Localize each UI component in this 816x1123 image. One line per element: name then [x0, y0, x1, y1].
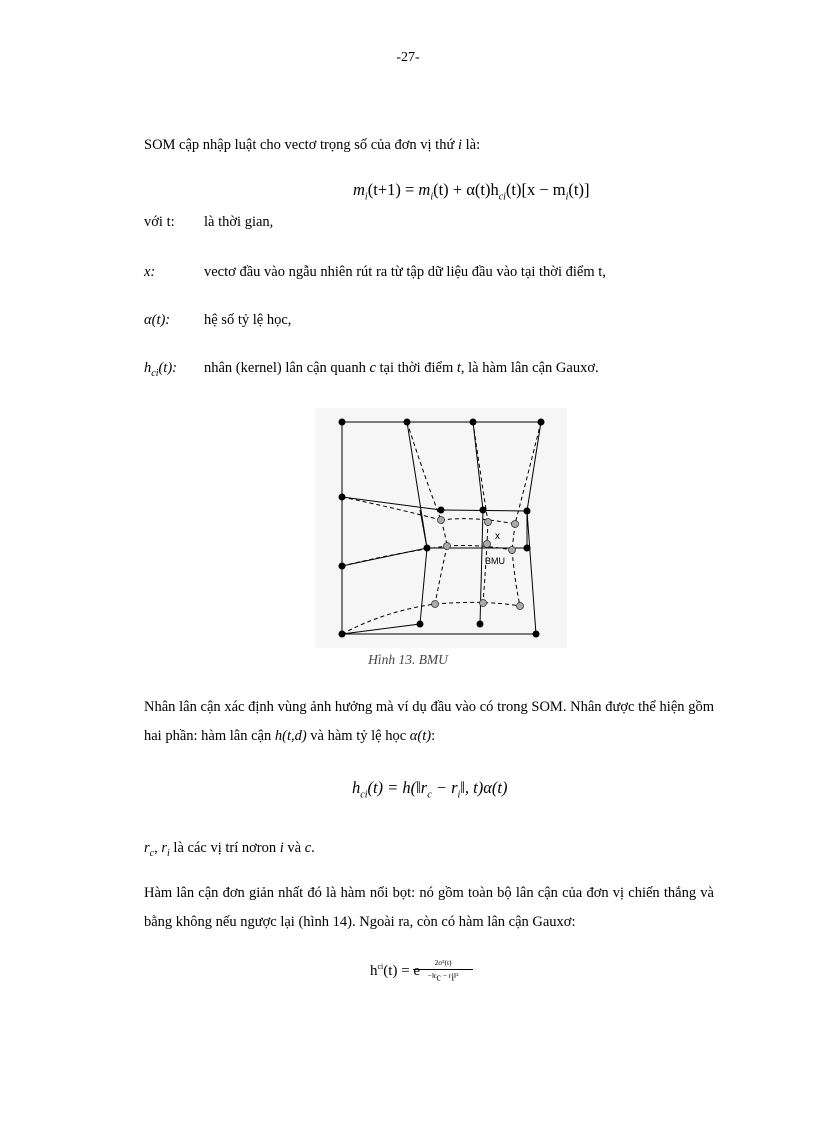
r-comma: ,	[154, 840, 162, 856]
eq1-arg: (t+1) =	[367, 180, 419, 199]
paragraph-bubble-text: Hàm lân cận đơn giản nhất đó là hàm nổi bọt: nó gồm toàn bộ lân cận của đơn vị chiến thắng và bằng không nếu ngược lại (hình 14). Ngoài ra, còn có hàm lân cận Gauxơ:	[144, 885, 714, 930]
r-text: là các vị trí nơron	[169, 840, 280, 856]
def-text: là thời gian,	[204, 214, 274, 230]
intro-sentence: SOM cập nhập luật cho vectơ trọng số của đơn vị thứ i là:	[144, 137, 481, 153]
def-x	[144, 262, 606, 282]
page-number: -27-	[396, 50, 420, 65]
eq1-sub: i	[430, 191, 434, 203]
eq2-part: (t) = h(‖r	[367, 778, 428, 797]
def-time	[144, 212, 273, 232]
def-text: nhân (kernel) lân cận quanh	[204, 360, 370, 376]
eq2-sub: ci	[360, 789, 368, 801]
eq2-part: ‖, t)α(t)	[460, 778, 508, 797]
eq3-numerator: 2σ²(t)	[434, 958, 452, 967]
r-italic: i	[279, 840, 284, 856]
r-text: và	[283, 840, 305, 856]
eq3-sup: ci	[377, 962, 384, 971]
eq1-sub: ci	[498, 191, 506, 203]
eq3-main: h	[370, 963, 378, 979]
paragraph-kernel-text	[144, 693, 714, 751]
def-label-sub: ci	[151, 367, 159, 379]
para1-text: Nhân lân cận xác định vùng ảnh hưởng mà ví dụ đầu vào có trong SOM. Nhân được thể hiện gồm hai phần: hàm lân cận	[144, 699, 714, 744]
update-equation	[353, 180, 590, 202]
input-x-label: x	[495, 531, 500, 542]
def-label-tail: (t):	[158, 360, 177, 376]
figure-background	[315, 408, 567, 648]
bmu-label: BMU	[485, 556, 505, 566]
def-text: là hàm lân cận Gauxơ.	[464, 360, 599, 376]
def-text: vectơ đầu vào ngẫu nhiên rút ra từ tập dữ liệu đầu vào tại thời điểm t,	[204, 264, 606, 280]
def-label	[144, 358, 204, 384]
r-symbol: r	[144, 840, 150, 856]
def-label: α(t):	[144, 312, 171, 328]
gaussian-equation	[370, 958, 459, 984]
def-label-main: h	[144, 360, 152, 376]
eq3-fraction	[413, 958, 473, 984]
eq3-denominator	[427, 971, 459, 984]
kernel-equation	[352, 778, 507, 800]
def-label: x:	[144, 264, 156, 280]
def-text: hệ số tỷ lệ học,	[204, 312, 292, 328]
eq3-arg: (t) = e	[383, 963, 421, 979]
intro-text	[144, 135, 480, 155]
eq2-sub: c	[427, 789, 432, 801]
para1-italic: α(t)	[409, 728, 432, 744]
def-text: tại thời điểm	[375, 360, 457, 376]
eq2-sub: i	[457, 789, 461, 801]
neuron-positions-line	[144, 838, 315, 864]
eq1-m: m	[418, 180, 431, 199]
para1-text: và hàm tỷ lệ học	[306, 728, 410, 744]
def-label: với t:	[144, 214, 175, 230]
eq1-arg: (t)[x − m	[505, 180, 566, 199]
eq3-den-a: −‖r	[427, 971, 437, 980]
figure-caption: Hình 13. BMU	[368, 652, 448, 667]
eq1-sub: i	[364, 191, 368, 203]
para1-text: :	[431, 728, 436, 744]
paragraph-kernel	[144, 693, 714, 751]
bmu-figure	[315, 408, 567, 648]
eq1-m: m	[353, 180, 365, 199]
r-sub: c	[149, 847, 155, 859]
eq1-sub: i	[565, 191, 569, 203]
def-text-italic: t,	[456, 360, 465, 376]
eq3-den-sub: c	[436, 972, 441, 984]
def-alpha	[144, 310, 291, 330]
eq1-arg: (t)]	[568, 180, 590, 199]
r-symbol: r	[161, 840, 168, 856]
r-text: .	[311, 840, 315, 856]
eq3-den-b: − r	[440, 971, 452, 980]
r-italic: c	[304, 840, 312, 856]
eq1-arg: (t) + α(t)h	[433, 180, 499, 199]
eq3-den-sub2: i	[451, 972, 455, 984]
eq2-h: h	[352, 778, 361, 797]
def-text-italic: c	[369, 360, 376, 376]
paragraph-bubble	[144, 879, 714, 937]
def-kernel	[144, 358, 599, 384]
para1-italic: h(t,d)	[274, 728, 307, 744]
r-sub: i	[167, 847, 170, 859]
eq3-bar	[413, 969, 473, 970]
eq2-part: − r	[431, 778, 458, 797]
eq3-den-c: ‖²	[454, 971, 459, 980]
